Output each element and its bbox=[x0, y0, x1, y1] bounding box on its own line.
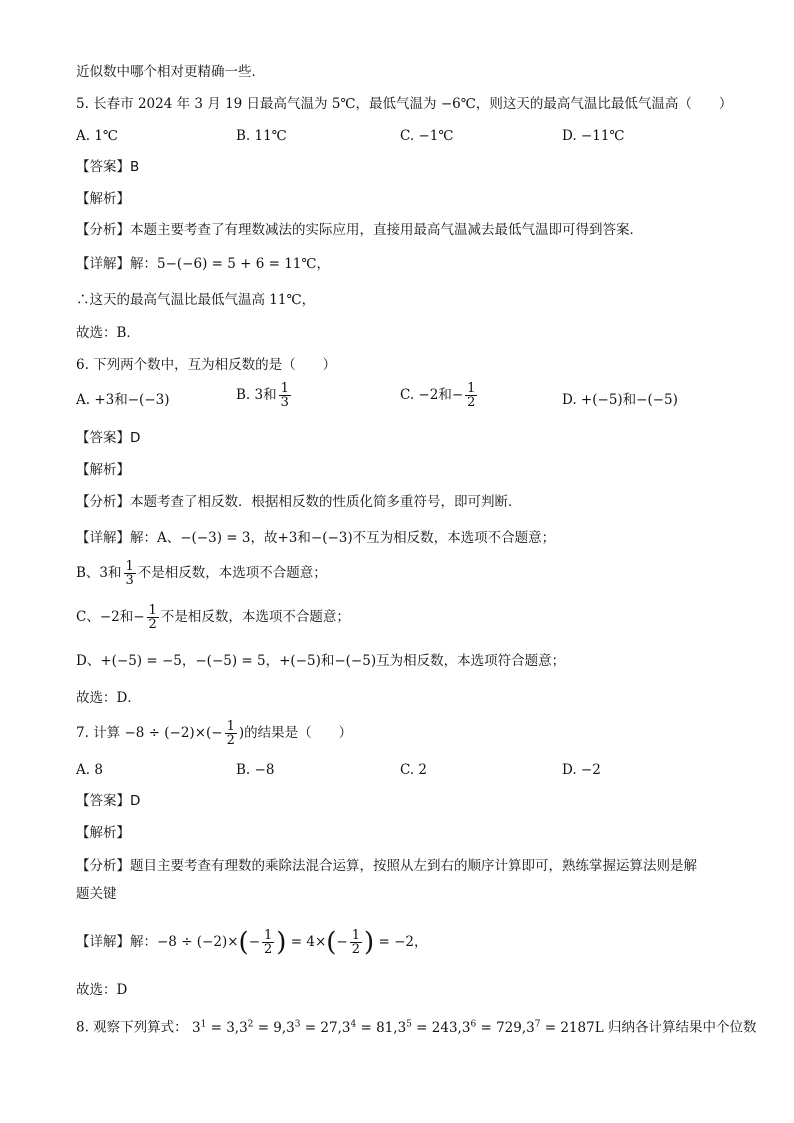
fraction-numerator: 1 bbox=[264, 928, 273, 943]
exponent: 5 bbox=[406, 1019, 412, 1029]
fraction-denominator: 2 bbox=[467, 395, 476, 410]
fraction-one-half bbox=[465, 382, 477, 409]
analysis-label: 【解析】 bbox=[76, 462, 130, 478]
question-8-post: 归纳各计算结果中个位数 bbox=[607, 1019, 757, 1036]
detail-text: 【详解】解：5−(−6) = 5 + 6 = 11℃， bbox=[76, 256, 330, 272]
fraction-one-third bbox=[279, 382, 291, 409]
answer-label: 【答案】B bbox=[76, 159, 140, 175]
result: = 81,3 bbox=[356, 1019, 407, 1036]
exponent: 1 bbox=[200, 1019, 207, 1029]
power-formula bbox=[192, 1020, 604, 1036]
fraction-denominator: 2 bbox=[226, 733, 235, 748]
minus-sign: − bbox=[336, 934, 348, 950]
fraction-one-half bbox=[350, 929, 362, 956]
big-paren-close: ) bbox=[364, 927, 375, 958]
text-line: 近似数中哪个相对更精确一些． bbox=[76, 64, 265, 80]
fraction-denominator: 3 bbox=[125, 573, 134, 588]
q7-option-b: B. −8 bbox=[236, 762, 275, 778]
question-5: 5. 长春市 2024 年 3 月 19 日最高气温为 5℃，最低气温为 −6℃，则这天的最高气温比最低气温高（ ） bbox=[76, 96, 733, 112]
answer-label: 【答案】D bbox=[76, 430, 141, 446]
analysis-label: 【解析】 bbox=[76, 825, 130, 841]
q6-option-b bbox=[236, 382, 293, 409]
fraction-numerator: 1 bbox=[226, 719, 235, 734]
base: 3 bbox=[191, 1019, 201, 1036]
analysis-text: 【分析】题目主要考查有理数的乘除法混合运算，按照从左到右的顺序计算即可，熟练掌握运算法则是解 bbox=[76, 858, 697, 874]
detail-text bbox=[76, 920, 427, 964]
question-8 bbox=[76, 1014, 756, 1038]
analysis-text-cont: 题关键 bbox=[76, 886, 117, 902]
q5-option-d: D. −11℃ bbox=[562, 128, 625, 144]
detail-c-post: 不是相反数，本选项不合题意； bbox=[160, 609, 350, 625]
exponent: 7 bbox=[534, 1019, 541, 1029]
exponent: 4 bbox=[350, 1019, 357, 1029]
q7-option-d: D. −2 bbox=[562, 762, 601, 778]
q6-option-b-text: B. 3和 bbox=[236, 387, 277, 403]
minus-sign: − bbox=[248, 934, 261, 950]
q7-option-c: C. 2 bbox=[400, 762, 428, 778]
analysis-text: 【分析】本题考查了相反数．根据相反数的性质化简多重符号，即可判断． bbox=[76, 494, 522, 510]
detail-c-pre: C、−2和− bbox=[76, 609, 145, 625]
analysis-text: 【分析】本题主要考查了有理数减法的实际应用，直接用最高气温减去最低气温即可得到答案． bbox=[76, 222, 643, 238]
exponent: 2 bbox=[247, 1019, 254, 1029]
detail-c bbox=[76, 600, 350, 634]
fraction-denominator: 2 bbox=[264, 942, 273, 957]
exponent: 3 bbox=[294, 1019, 301, 1029]
result: = 243,3 bbox=[411, 1019, 471, 1036]
fraction-numerator: 1 bbox=[125, 559, 134, 574]
choice-text: 故选：D bbox=[76, 982, 128, 998]
result: = 3,3 bbox=[206, 1019, 248, 1036]
question-7 bbox=[76, 716, 352, 750]
q7-options bbox=[76, 758, 756, 782]
detail-d: D、+(−5) = −5，−(−5) = 5，+(−5)和−(−5)互为相反数，本选项符合题意； bbox=[76, 653, 566, 669]
detail-b-post: 不是相反数，本选项不合题意； bbox=[137, 565, 327, 581]
q6-option-c-text: C. −2和− bbox=[400, 387, 464, 403]
fraction-numerator: 1 bbox=[280, 381, 289, 396]
detail-b bbox=[76, 556, 327, 590]
detail-b-pre: B、3和 bbox=[76, 565, 122, 581]
fraction-denominator: 3 bbox=[280, 395, 289, 410]
q6-option-c bbox=[400, 382, 479, 409]
fraction-denominator: 2 bbox=[351, 942, 361, 957]
q6-options bbox=[76, 381, 756, 424]
choice-text: 故选：B． bbox=[76, 325, 140, 341]
fraction-numerator: 1 bbox=[351, 928, 361, 943]
q6-option-d: D. +(−5)和−(−5) bbox=[562, 392, 678, 408]
fraction-denominator: 2 bbox=[148, 617, 157, 632]
result: = 729,3 bbox=[476, 1019, 535, 1036]
q5-options bbox=[76, 124, 756, 148]
detail-text: 【详解】解：A、−(−3) = 3，故+3和−(−3)不互为相反数，本选项不合题意； bbox=[76, 530, 556, 546]
result: = 27,3 bbox=[300, 1019, 351, 1036]
fraction-numerator: 1 bbox=[148, 603, 157, 618]
q7-option-a: A. 8 bbox=[76, 762, 103, 778]
fraction-one-third bbox=[124, 560, 136, 587]
q5-option-b: B. 11℃ bbox=[236, 128, 287, 144]
big-paren-open: ( bbox=[238, 927, 249, 958]
fraction-one-half bbox=[147, 604, 159, 631]
detail-mid: = 4× bbox=[290, 934, 327, 950]
fraction-numerator: 1 bbox=[467, 381, 476, 396]
answer-label: 【答案】D bbox=[76, 793, 141, 809]
big-paren-close: ) bbox=[276, 927, 287, 958]
question-6: 6. 下列两个数中，互为相反数的是（ ） bbox=[76, 357, 337, 373]
detail-pre: 【详解】解：−8 ÷ (−2)× bbox=[76, 934, 239, 950]
q6-option-a: A. +3和−(−3) bbox=[76, 392, 170, 408]
question-8-pre: 8. 观察下列算式： bbox=[76, 1019, 188, 1036]
exponent: 6 bbox=[470, 1019, 477, 1029]
detail-post: = −2， bbox=[378, 934, 428, 950]
fraction-one-half bbox=[262, 929, 274, 956]
big-paren-open: ( bbox=[326, 927, 337, 958]
result: = 2187L bbox=[540, 1019, 604, 1036]
choice-text: 故选：D． bbox=[76, 690, 141, 706]
question-7-post: )的结果是（ ） bbox=[238, 725, 353, 741]
conclusion-text: ∴这天的最高气温比最低气温高 11℃， bbox=[76, 292, 316, 308]
result: = 9,3 bbox=[253, 1019, 295, 1036]
q5-option-a: A. 1℃ bbox=[76, 128, 119, 144]
q5-option-c: C. −1℃ bbox=[400, 128, 454, 144]
question-7-pre: 7. 计算 −8 ÷ (−2)×(− bbox=[76, 725, 223, 741]
fraction-one-half bbox=[225, 720, 237, 747]
analysis-label: 【解析】 bbox=[76, 191, 130, 207]
